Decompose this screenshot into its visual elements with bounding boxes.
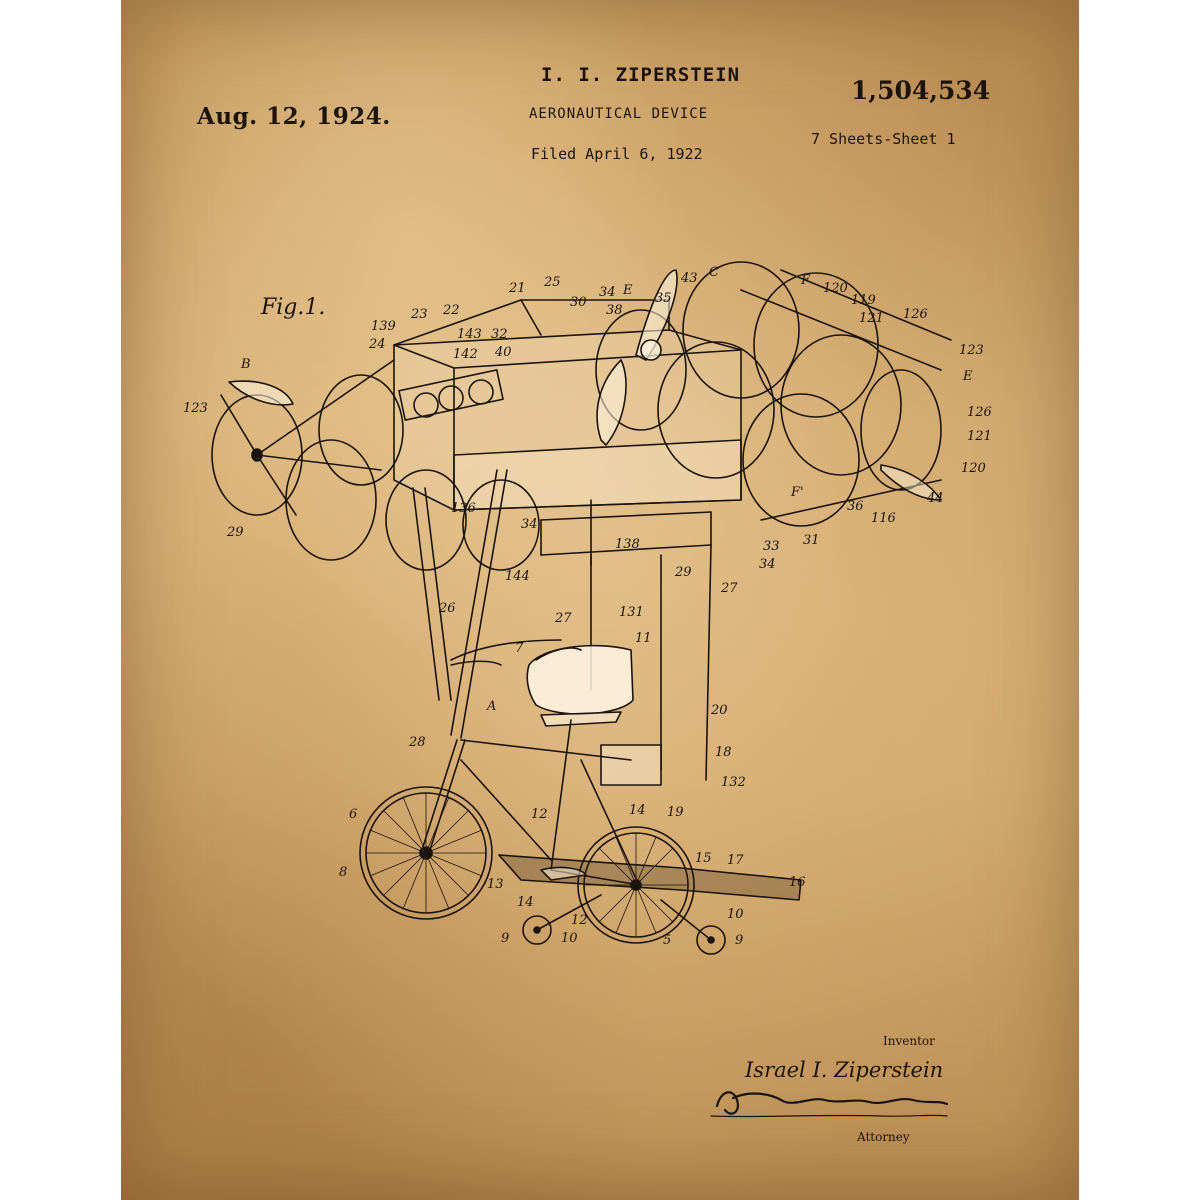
ref-numeral: 14 xyxy=(629,803,646,818)
patent-title: AERONAUTICAL DEVICE xyxy=(529,106,709,122)
ref-numeral: 6 xyxy=(349,807,358,822)
ref-numeral: 126 xyxy=(903,307,928,322)
attorney-caption: Attorney xyxy=(857,1130,910,1144)
ref-numeral: 34 xyxy=(759,557,776,572)
ref-numeral: 144 xyxy=(505,569,530,584)
ref-numeral: 30 xyxy=(570,295,587,310)
ref-numeral: B xyxy=(241,357,251,372)
ref-numeral: 21 xyxy=(509,281,526,296)
ref-numeral: 34 xyxy=(521,517,538,532)
ref-numeral: 18 xyxy=(715,745,732,760)
ref-numeral: 29 xyxy=(675,565,692,580)
tail-surface xyxy=(499,855,801,900)
ref-numeral: 26 xyxy=(439,601,456,616)
inventor-heading: I. I. ZIPERSTEIN xyxy=(541,64,741,86)
ref-numeral: 123 xyxy=(959,343,984,358)
ref-numeral: 40 xyxy=(495,345,512,360)
ref-numeral: 10 xyxy=(561,931,578,946)
ref-numeral: 20 xyxy=(711,703,728,718)
ref-numeral: 143 xyxy=(457,327,482,342)
patent-drawing xyxy=(121,0,1079,1200)
ref-numeral: 32 xyxy=(491,327,508,342)
ref-numeral: 25 xyxy=(544,275,561,290)
ref-numeral: A xyxy=(487,699,497,714)
ref-numeral: 35 xyxy=(655,291,672,306)
ref-numeral: C xyxy=(709,265,719,280)
ref-numeral: 9 xyxy=(735,933,744,948)
ref-numeral: 9 xyxy=(501,931,510,946)
training-wheels xyxy=(523,895,725,954)
ref-numeral: E xyxy=(963,369,973,384)
filed-date: Filed April 6, 1922 xyxy=(531,145,703,163)
ref-numeral: 38 xyxy=(606,303,623,318)
upper-frame-box xyxy=(394,300,741,565)
ref-numeral: 14 xyxy=(517,895,534,910)
inventor-signature: Israel I. Ziperstein xyxy=(745,1058,944,1082)
ref-numeral: 120 xyxy=(961,461,986,476)
ref-numeral: 29 xyxy=(227,525,244,540)
ref-numeral: 121 xyxy=(967,429,992,444)
sheet-count: 7 Sheets-Sheet 1 xyxy=(811,130,956,148)
ref-numeral: 12 xyxy=(571,913,588,928)
ref-numeral: 24 xyxy=(369,337,386,352)
ref-numeral: 23 xyxy=(411,307,428,322)
ref-numeral: 5 xyxy=(663,933,672,948)
ref-numeral: 139 xyxy=(371,319,396,334)
ref-numeral: 7 xyxy=(515,641,524,656)
ref-numeral: 44 xyxy=(927,491,944,506)
patent-date: Aug. 12, 1924. xyxy=(197,103,391,130)
ref-numeral: F xyxy=(801,273,811,288)
figure-label: Fig.1. xyxy=(261,295,326,320)
ref-numeral: 27 xyxy=(555,611,572,626)
ref-numeral: 22 xyxy=(443,303,460,318)
attorney-signature xyxy=(711,1092,947,1116)
front-bicycle-wheel xyxy=(360,787,492,919)
ref-numeral: E xyxy=(623,283,633,298)
ref-numeral: 12 xyxy=(531,807,548,822)
ref-numeral: 13 xyxy=(487,877,504,892)
ref-numeral: 34 xyxy=(599,285,616,300)
ref-numeral: 36 xyxy=(847,499,864,514)
ref-numeral: 19 xyxy=(667,805,684,820)
ref-numeral: 33 xyxy=(763,539,780,554)
ref-numeral: 123 xyxy=(183,401,208,416)
ref-numeral: 120 xyxy=(823,281,848,296)
ref-numeral: 11 xyxy=(635,631,652,646)
ref-numeral: 119 xyxy=(851,293,876,308)
inventor-caption: Inventor xyxy=(883,1034,935,1048)
ref-numeral: 10 xyxy=(727,907,744,922)
ref-numeral: 132 xyxy=(721,775,746,790)
ref-numeral: 126 xyxy=(967,405,992,420)
ref-numeral: 8 xyxy=(339,865,348,880)
ref-numeral: 136 xyxy=(451,501,476,516)
ref-numeral: 142 xyxy=(453,347,478,362)
ref-numeral: 16 xyxy=(789,875,806,890)
ref-numeral: 15 xyxy=(695,851,712,866)
ref-numeral: F' xyxy=(791,485,804,500)
ref-numeral: 28 xyxy=(409,735,426,750)
ref-numeral: 43 xyxy=(681,271,698,286)
ref-numeral: 121 xyxy=(859,311,884,326)
patent-sheet xyxy=(121,0,1079,1200)
ref-numeral: 31 xyxy=(803,533,820,548)
ref-numeral: 27 xyxy=(721,581,738,596)
ref-numeral: 116 xyxy=(871,511,896,526)
seat-and-handlebar xyxy=(451,640,661,785)
ref-numeral: 17 xyxy=(727,853,744,868)
ref-numeral: 138 xyxy=(615,537,640,552)
ref-numeral: 131 xyxy=(619,605,644,620)
patent-number: 1,504,534 xyxy=(851,76,991,105)
